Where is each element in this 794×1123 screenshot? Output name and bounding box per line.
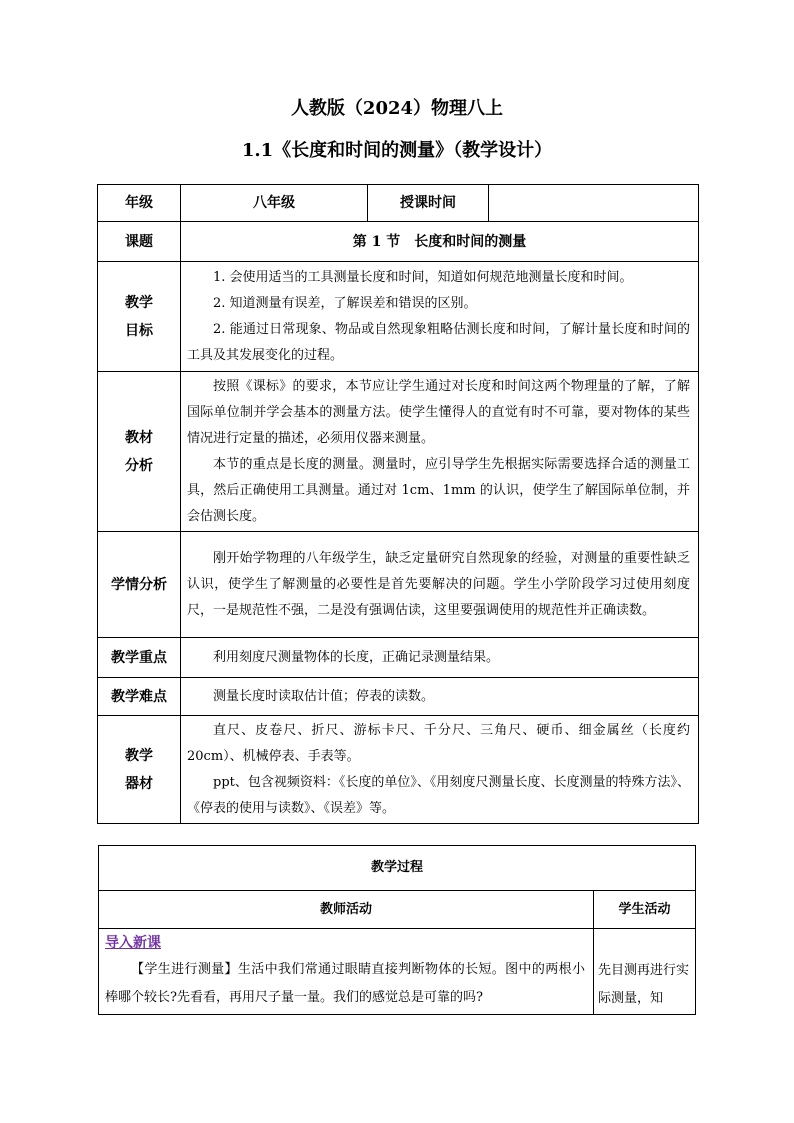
grade-value: 八年级	[181, 185, 368, 222]
process-title: 教学过程	[99, 846, 696, 891]
material-paragraph: 按照《课标》的要求，本节应让学生通过对长度和时间这两个物理量的了解，了解国际单位制并学会基本的测量方法。使学生懂得人的直觉有时不可靠，要对物体的某些情况进行定量的描述，必须用仪器来测量。	[187, 378, 690, 446]
teaching-process-table	[98, 845, 696, 1015]
section-link-intro[interactable]: 导入新课	[105, 935, 161, 951]
students-content: 刚开始学物理的八年级学生，缺乏定量研究自然现象的经验，对测量的重要性缺乏认识，使学生了解测量的必要性是首先要解决的问题。学生小学阶段学习过使用刻度尺，一是规范性不强，二是没有强调估读，这里要强调使用的规范性并正确读数。	[181, 532, 699, 638]
equipment-label: 教学 器材	[98, 716, 181, 824]
teacher-activity-cell	[99, 929, 594, 1015]
focus-label: 教学重点	[98, 638, 181, 678]
goals-content	[181, 262, 699, 372]
equipment-content	[181, 716, 699, 824]
time-label: 授课时间	[368, 185, 489, 222]
goal-item: 2. 能通过日常现象、物品或自然现象粗略估测长度和时间，了解计量长度和时间的工具及其发展变化的过程。	[187, 321, 690, 363]
topic-label: 课题	[98, 222, 181, 262]
time-value	[489, 185, 699, 222]
students-label: 学情分析	[98, 532, 181, 638]
goals-label: 教学 目标	[98, 262, 181, 372]
goal-item: 1. 会使用适当的工具测量长度和时间，知道如何规范地测量长度和时间。	[213, 269, 633, 285]
material-label: 教材 分析	[98, 372, 181, 532]
teacher-activity-header: 教师活动	[99, 891, 594, 929]
teacher-activity-text: 【学生进行测量】生活中我们常通过眼睛直接判断物体的长短。图中的两根小棒哪个较长?先看看，再用尺子量一量。我们的感觉总是可靠的吗?	[105, 962, 585, 1005]
goal-item: 2. 知道测量有误差，了解误差和错误的区别。	[213, 295, 477, 311]
document-title: 人教版（2024）物理八上	[290, 98, 504, 119]
material-content	[181, 372, 699, 532]
student-activity-cell: 先目测再进行实际测量，知	[594, 929, 696, 1015]
difficulty-label: 教学难点	[98, 678, 181, 716]
topic-value: 第 1 节 长度和时间的测量	[181, 222, 699, 262]
material-paragraph: 本节的重点是长度的测量。测量时，应引导学生先根据实际需要选择合适的测量工具，然后正确使用工具测量。通过对 1cm、1mm 的认识，使学生了解国际单位制，并会估测长度。	[187, 456, 690, 524]
equipment-paragraph: ppt、包含视频资料：《长度的单位》、《用刻度尺测量长度、长度测量的特殊方法》、《停表的使用与读数》、《误差》等。	[187, 774, 690, 816]
document-subtitle: 1.1《长度和时间的测量》（教学设计）	[241, 140, 553, 161]
focus-content: 利用刻度尺测量物体的长度，正确记录测量结果。	[181, 638, 699, 678]
grade-label: 年级	[98, 185, 181, 222]
student-activity-header: 学生活动	[594, 891, 696, 929]
difficulty-content: 测量长度时读取估计值；停表的读数。	[181, 678, 699, 716]
lesson-info-table	[97, 184, 699, 824]
equipment-paragraph: 直尺、皮卷尺、折尺、游标卡尺、千分尺、三角尺、硬币、细金属丝（长度约 20cm）、机械停表、手表等。	[187, 722, 690, 764]
